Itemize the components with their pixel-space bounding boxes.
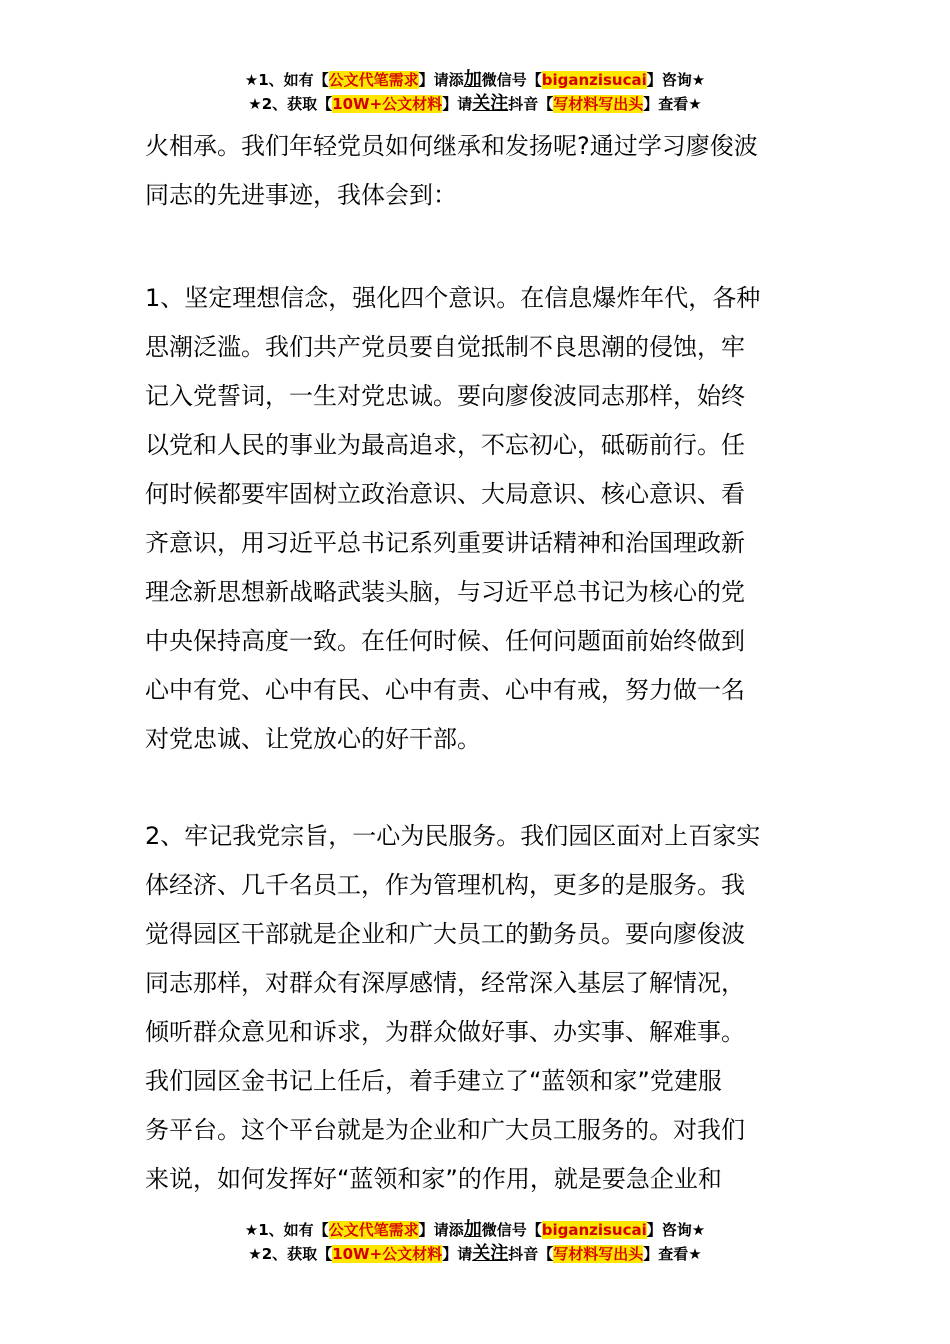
footer-banner (0, 1218, 950, 1266)
text-line: 以党和人民的事业为最高追求，不忘初心，砥砺前行。任 (145, 431, 745, 459)
text-line: 火相承。我们年轻党员如何继承和发扬呢?通过学习廖俊波 (145, 132, 758, 160)
text-line: 2、牢记我党宗旨，一心为民服务。我们园区面对上百家实 (145, 822, 761, 850)
banner-text: 2、获取【 (261, 1245, 333, 1263)
footer-line-2 (0, 1242, 950, 1266)
text-line: 思潮泛滥。我们共产党员要自觉抵制不良思潮的侵蚀，牢 (145, 333, 745, 361)
header-line-2 (0, 92, 950, 116)
highlight-douyin-name: 写材料写出头 (553, 95, 644, 113)
header-line-1 (0, 68, 950, 92)
highlight-wechat-id: biganzisucai (541, 1221, 647, 1239)
banner-text: 2、获取【 (261, 95, 333, 113)
paragraph-2 (145, 812, 810, 1204)
text-line: 来说，如何发挥好“蓝领和家”的作用，就是要急企业和 (145, 1165, 722, 1193)
document-body (145, 122, 810, 1204)
paragraph-1 (145, 274, 810, 764)
highlight-text: 公文代笔需求 (328, 71, 419, 89)
banner-text: 】查看★ (643, 95, 702, 113)
star-icon: ★ (244, 1221, 259, 1239)
underlined-text: 关注 (472, 93, 509, 114)
star-icon: ★ (248, 95, 262, 113)
highlight-wechat-id: biganzisucai (541, 71, 647, 89)
banner-text: 抖音【 (508, 95, 554, 113)
text-line: 心中有党、心中有民、心中有责、心中有戒，努力做一名 (145, 676, 745, 704)
text-line: 中央保持高度一致。在任何时候、任何问题面前始终做到 (145, 627, 745, 655)
star-icon: ★ (244, 71, 259, 89)
highlight-text: 10W+公文材料 (332, 1245, 443, 1263)
underlined-text: 加 (463, 69, 482, 90)
banner-text: 1、如有【 (258, 1221, 329, 1239)
text-line: 1、坚定理想信念，强化四个意识。在信息爆炸年代，各种 (145, 284, 761, 312)
text-line: 同志那样，对群众有深厚感情，经常深入基层了解情况， (145, 969, 745, 997)
banner-text: 】查看★ (643, 1245, 702, 1263)
paragraph-gap (145, 764, 810, 812)
underlined-text: 加 (463, 1219, 482, 1240)
text-line: 齐意识，用习近平总书记系列重要讲话精神和治国理政新 (145, 529, 745, 557)
banner-text: 微信号【 (481, 71, 542, 89)
banner-text: 】请添 (418, 1221, 464, 1239)
banner-text: 】咨询★ (646, 71, 706, 89)
banner-text: 】请 (442, 95, 473, 113)
banner-text: 抖音【 (508, 1245, 554, 1263)
star-icon: ★ (248, 1245, 262, 1263)
highlight-text: 公文代笔需求 (328, 1221, 419, 1239)
text-line: 我们园区金书记上任后，着手建立了“蓝领和家”党建服 (145, 1067, 722, 1095)
header-banner (0, 68, 950, 116)
text-line: 觉得园区干部就是企业和广大员工的勤务员。要向廖俊波 (145, 920, 745, 948)
text-line: 记入党誓词，一生对党忠诚。要向廖俊波同志那样，始终 (145, 382, 745, 410)
banner-text: 】请添 (418, 71, 464, 89)
highlight-douyin-name: 写材料写出头 (553, 1245, 644, 1263)
text-line: 对党忠诚、让党放心的好干部。 (145, 725, 481, 753)
text-line: 同志的先进事迹，我体会到： (145, 181, 457, 209)
text-line: 理念新思想新战略武装头脑，与习近平总书记为核心的党 (145, 578, 745, 606)
banner-text: 微信号【 (481, 1221, 542, 1239)
paragraph-gap (145, 220, 810, 274)
text-line: 何时候都要牢固树立政治意识、大局意识、核心意识、看 (145, 480, 745, 508)
banner-text: 】请 (442, 1245, 473, 1263)
footer-line-1 (0, 1218, 950, 1242)
text-line: 务平台。这个平台就是为企业和广大员工服务的。对我们 (145, 1116, 745, 1144)
text-line: 体经济、几千名员工，作为管理机构，更多的是服务。我 (145, 871, 745, 899)
banner-text: 1、如有【 (258, 71, 329, 89)
highlight-text: 10W+公文材料 (332, 95, 443, 113)
underlined-text: 关注 (472, 1243, 509, 1264)
text-line: 倾听群众意见和诉求，为群众做好事、办实事、解难事。 (145, 1018, 745, 1046)
banner-text: 】咨询★ (646, 1221, 706, 1239)
